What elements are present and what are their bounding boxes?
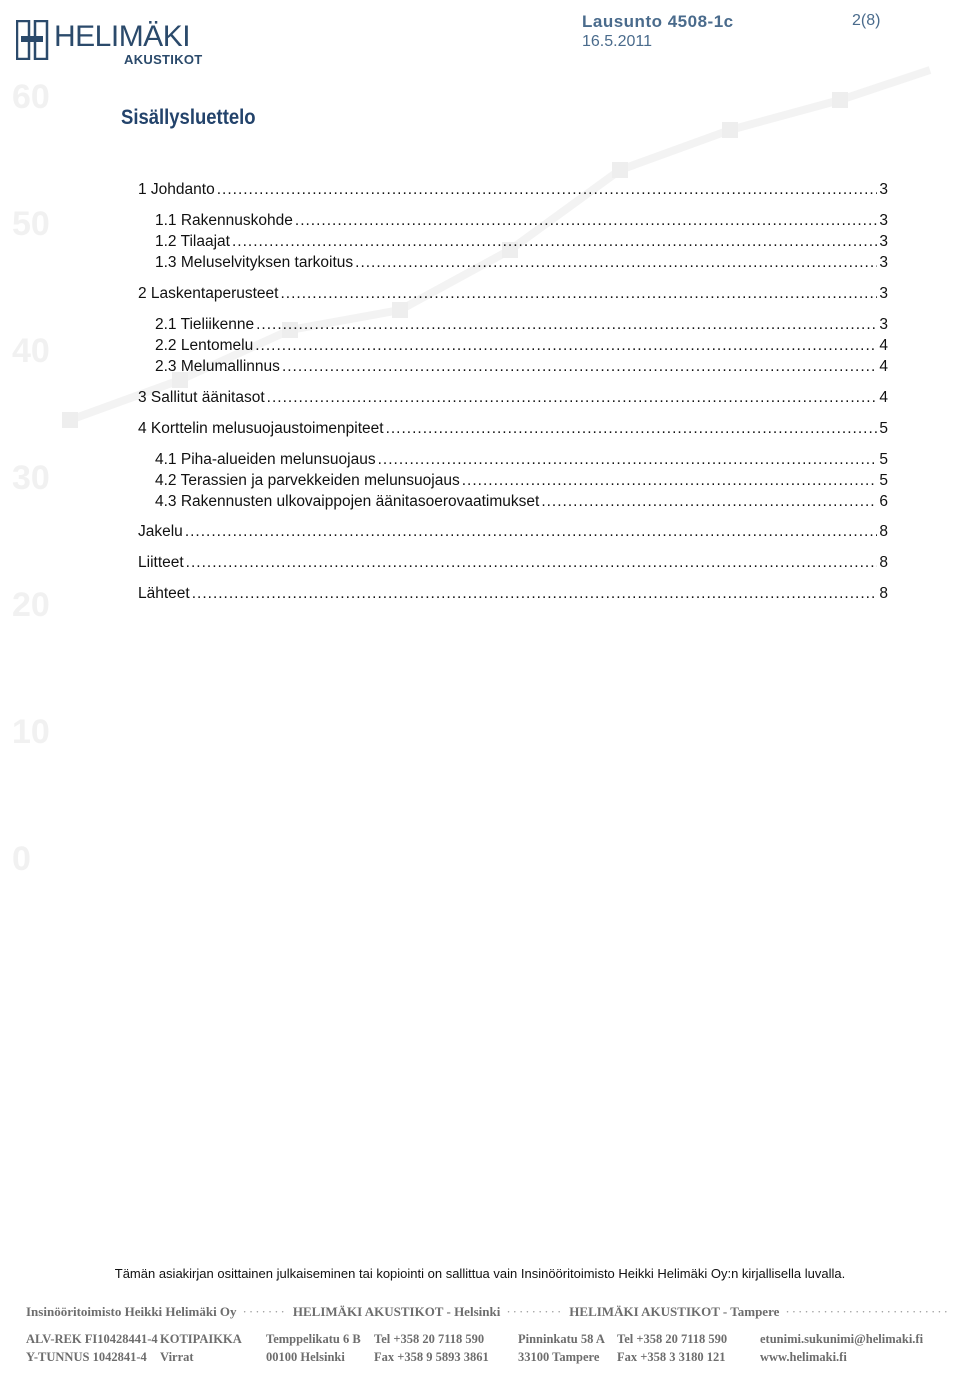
watermark-y-label: 30 xyxy=(12,459,50,497)
toc-leader-dots xyxy=(192,584,878,604)
footer-tre-fax: Fax +358 3 3180 121 xyxy=(617,1350,726,1364)
footer-helsinki-address xyxy=(266,1330,361,1366)
toc-leader-dots xyxy=(378,450,878,470)
footer-email-link[interactable]: etunimi.sukunimi@helimaki.fi xyxy=(760,1332,924,1346)
page-number: 2(8) xyxy=(852,12,881,29)
toc-entry[interactable] xyxy=(155,357,888,377)
toc-entry[interactable] xyxy=(155,211,888,231)
watermark-y-label: 0 xyxy=(12,840,31,878)
toc-entry[interactable] xyxy=(138,553,888,573)
toc-leader-dots xyxy=(280,284,877,304)
toc-leader-dots xyxy=(541,492,877,512)
toc-leader-dots xyxy=(462,471,878,491)
toc-entry-label: 3 Sallitut äänitasot xyxy=(138,389,265,406)
toc-entry-page: 3 xyxy=(879,212,888,229)
footer-tre-tel: Tel +358 20 7118 590 xyxy=(617,1332,728,1346)
toc-entry-page: 5 xyxy=(879,420,888,437)
footer-hki-tel: Tel +358 20 7118 590 xyxy=(374,1332,485,1346)
footer-alv: ALV-REK FI10428441-4 xyxy=(26,1332,158,1346)
toc-leader-dots xyxy=(217,180,878,200)
toc-entry[interactable] xyxy=(138,284,888,304)
company-logo xyxy=(16,16,216,72)
footer-offices-line xyxy=(26,1303,950,1321)
toc-leader-dots xyxy=(256,315,877,335)
toc-entry-label: Jakelu xyxy=(138,523,183,540)
toc-entry-page: 3 xyxy=(879,316,888,333)
toc-entry-page: 5 xyxy=(879,451,888,468)
footer-separator: ······· xyxy=(242,1304,287,1319)
watermark-y-label: 40 xyxy=(12,332,50,370)
toc-entry-label: 2.3 Melumallinnus xyxy=(155,358,280,375)
toc-leader-dots xyxy=(267,388,878,408)
toc-entry-label: 1.1 Rakennuskohde xyxy=(155,212,293,229)
watermark-y-label: 10 xyxy=(12,713,50,751)
toc-entry-label: 4 Korttelin melusuojaustoimenpiteet xyxy=(138,420,384,437)
toc-entry-page: 3 xyxy=(879,233,888,250)
footer-separator: ········· xyxy=(506,1304,564,1319)
footer-helsinki-phone xyxy=(374,1330,489,1366)
toc-entry[interactable] xyxy=(155,336,888,356)
toc-entry-label: 1.3 Meluselvityksen tarkoitus xyxy=(155,254,354,271)
toc-leader-dots xyxy=(232,232,877,252)
toc-leader-dots xyxy=(355,253,877,273)
document-title: Lausunto 4508-1c xyxy=(582,12,734,31)
toc-entry-label: 4.3 Rakennusten ulkovaippojen äänitasoerovaatimukset xyxy=(155,493,540,510)
footer-hki-fax: Fax +358 9 5893 3861 xyxy=(374,1350,489,1364)
toc-entry[interactable] xyxy=(155,315,888,335)
toc-entry-page: 4 xyxy=(879,337,888,354)
toc-entry-label: 4.1 Piha-alueiden melunsuojaus xyxy=(155,451,376,468)
copyright-notice: Tämän asiakirjan osittainen julkaiseminen tai kopiointi on sallittua vain Insinööritoimisto Heikki Helimäki Oy:n kirjallisella luvalla. xyxy=(114,1266,846,1281)
footer-registration xyxy=(26,1330,158,1366)
toc-entry-label: Lähteet xyxy=(138,585,190,602)
logo-name: HELIMÄKI xyxy=(54,20,191,53)
footer-web-link[interactable]: www.helimaki.fi xyxy=(760,1350,847,1364)
footer-kotipaikka: Virrat xyxy=(160,1350,194,1364)
toc-entry-label: Liitteet xyxy=(138,554,184,571)
toc-entry-page: 8 xyxy=(879,585,888,602)
toc-entry-label: 2 Laskentaperusteet xyxy=(138,285,279,302)
toc-entry-page: 5 xyxy=(879,472,888,489)
toc-title: Sisällysluettelo xyxy=(121,106,256,129)
watermark-y-labels xyxy=(12,78,50,878)
toc-entry[interactable] xyxy=(155,492,888,512)
toc-entry[interactable] xyxy=(138,388,888,408)
toc-entry-label: 4.2 Terassien ja parvekkeiden melunsuojaus xyxy=(155,472,460,489)
toc-leader-dots xyxy=(295,211,877,231)
toc-entry-page: 3 xyxy=(879,181,888,198)
toc-entry-label: 2.2 Lentomelu xyxy=(155,337,254,354)
toc-entry-page: 4 xyxy=(879,358,888,375)
footer-tre-zip: 33100 Tampere xyxy=(518,1350,600,1364)
footer-filler xyxy=(785,1304,950,1320)
footer-company: Insinööritoimisto Heikki Helimäki Oy xyxy=(26,1304,237,1319)
toc-entry-page: 3 xyxy=(879,254,888,271)
toc-entry-page: 8 xyxy=(879,554,888,571)
toc-entry-page: 8 xyxy=(879,523,888,540)
watermark-y-label: 20 xyxy=(12,586,50,624)
footer-kotipaikka-label: KOTIPAIKKA xyxy=(160,1332,242,1346)
watermark-y-label: 50 xyxy=(12,205,50,243)
footer-office-tampere: HELIMÄKI AKUSTIKOT - Tampere xyxy=(569,1304,780,1319)
footer-ytunnus: Y-TUNNUS 1042841-4 xyxy=(26,1350,147,1364)
footer-domicile xyxy=(160,1330,242,1366)
helimaki-logo-icon xyxy=(16,20,50,60)
toc-entry-label: 1 Johdanto xyxy=(138,181,215,198)
footer-tampere-address xyxy=(518,1330,605,1366)
toc-entry-label: 1.2 Tilaajat xyxy=(155,233,230,250)
toc-entry[interactable] xyxy=(138,180,888,200)
toc-entry[interactable] xyxy=(155,450,888,470)
toc-entry-page: 4 xyxy=(879,389,888,406)
footer-hki-street: Temppelikatu 6 B xyxy=(266,1332,361,1346)
toc-entry-page: 6 xyxy=(879,493,888,510)
toc-leader-dots xyxy=(282,357,877,377)
toc-entry-label: 2.1 Tieliikenne xyxy=(155,316,255,333)
toc-leader-dots xyxy=(386,419,878,439)
toc-entry[interactable] xyxy=(138,584,888,604)
toc-entry[interactable] xyxy=(138,419,888,439)
footer-tre-street: Pinninkatu 58 A xyxy=(518,1332,605,1346)
toc-entry[interactable] xyxy=(155,471,888,491)
toc-leader-dots xyxy=(186,553,878,573)
footer-office-helsinki: HELIMÄKI AKUSTIKOT - Helsinki xyxy=(292,1304,501,1319)
toc-leader-dots xyxy=(185,522,878,542)
logo-subtitle: AKUSTIKOT xyxy=(124,52,203,67)
footer-tampere-phone xyxy=(617,1330,727,1366)
document-date: 16.5.2011 xyxy=(582,33,652,50)
footer-hki-zip: 00100 Helsinki xyxy=(266,1350,345,1364)
watermark-y-label: 60 xyxy=(12,78,50,116)
toc-entry[interactable] xyxy=(138,522,888,542)
footer-contact xyxy=(760,1330,923,1366)
toc-entry-page: 3 xyxy=(879,285,888,302)
toc-entry[interactable] xyxy=(155,232,888,252)
toc-entry[interactable] xyxy=(155,253,888,273)
toc-leader-dots xyxy=(255,336,877,356)
